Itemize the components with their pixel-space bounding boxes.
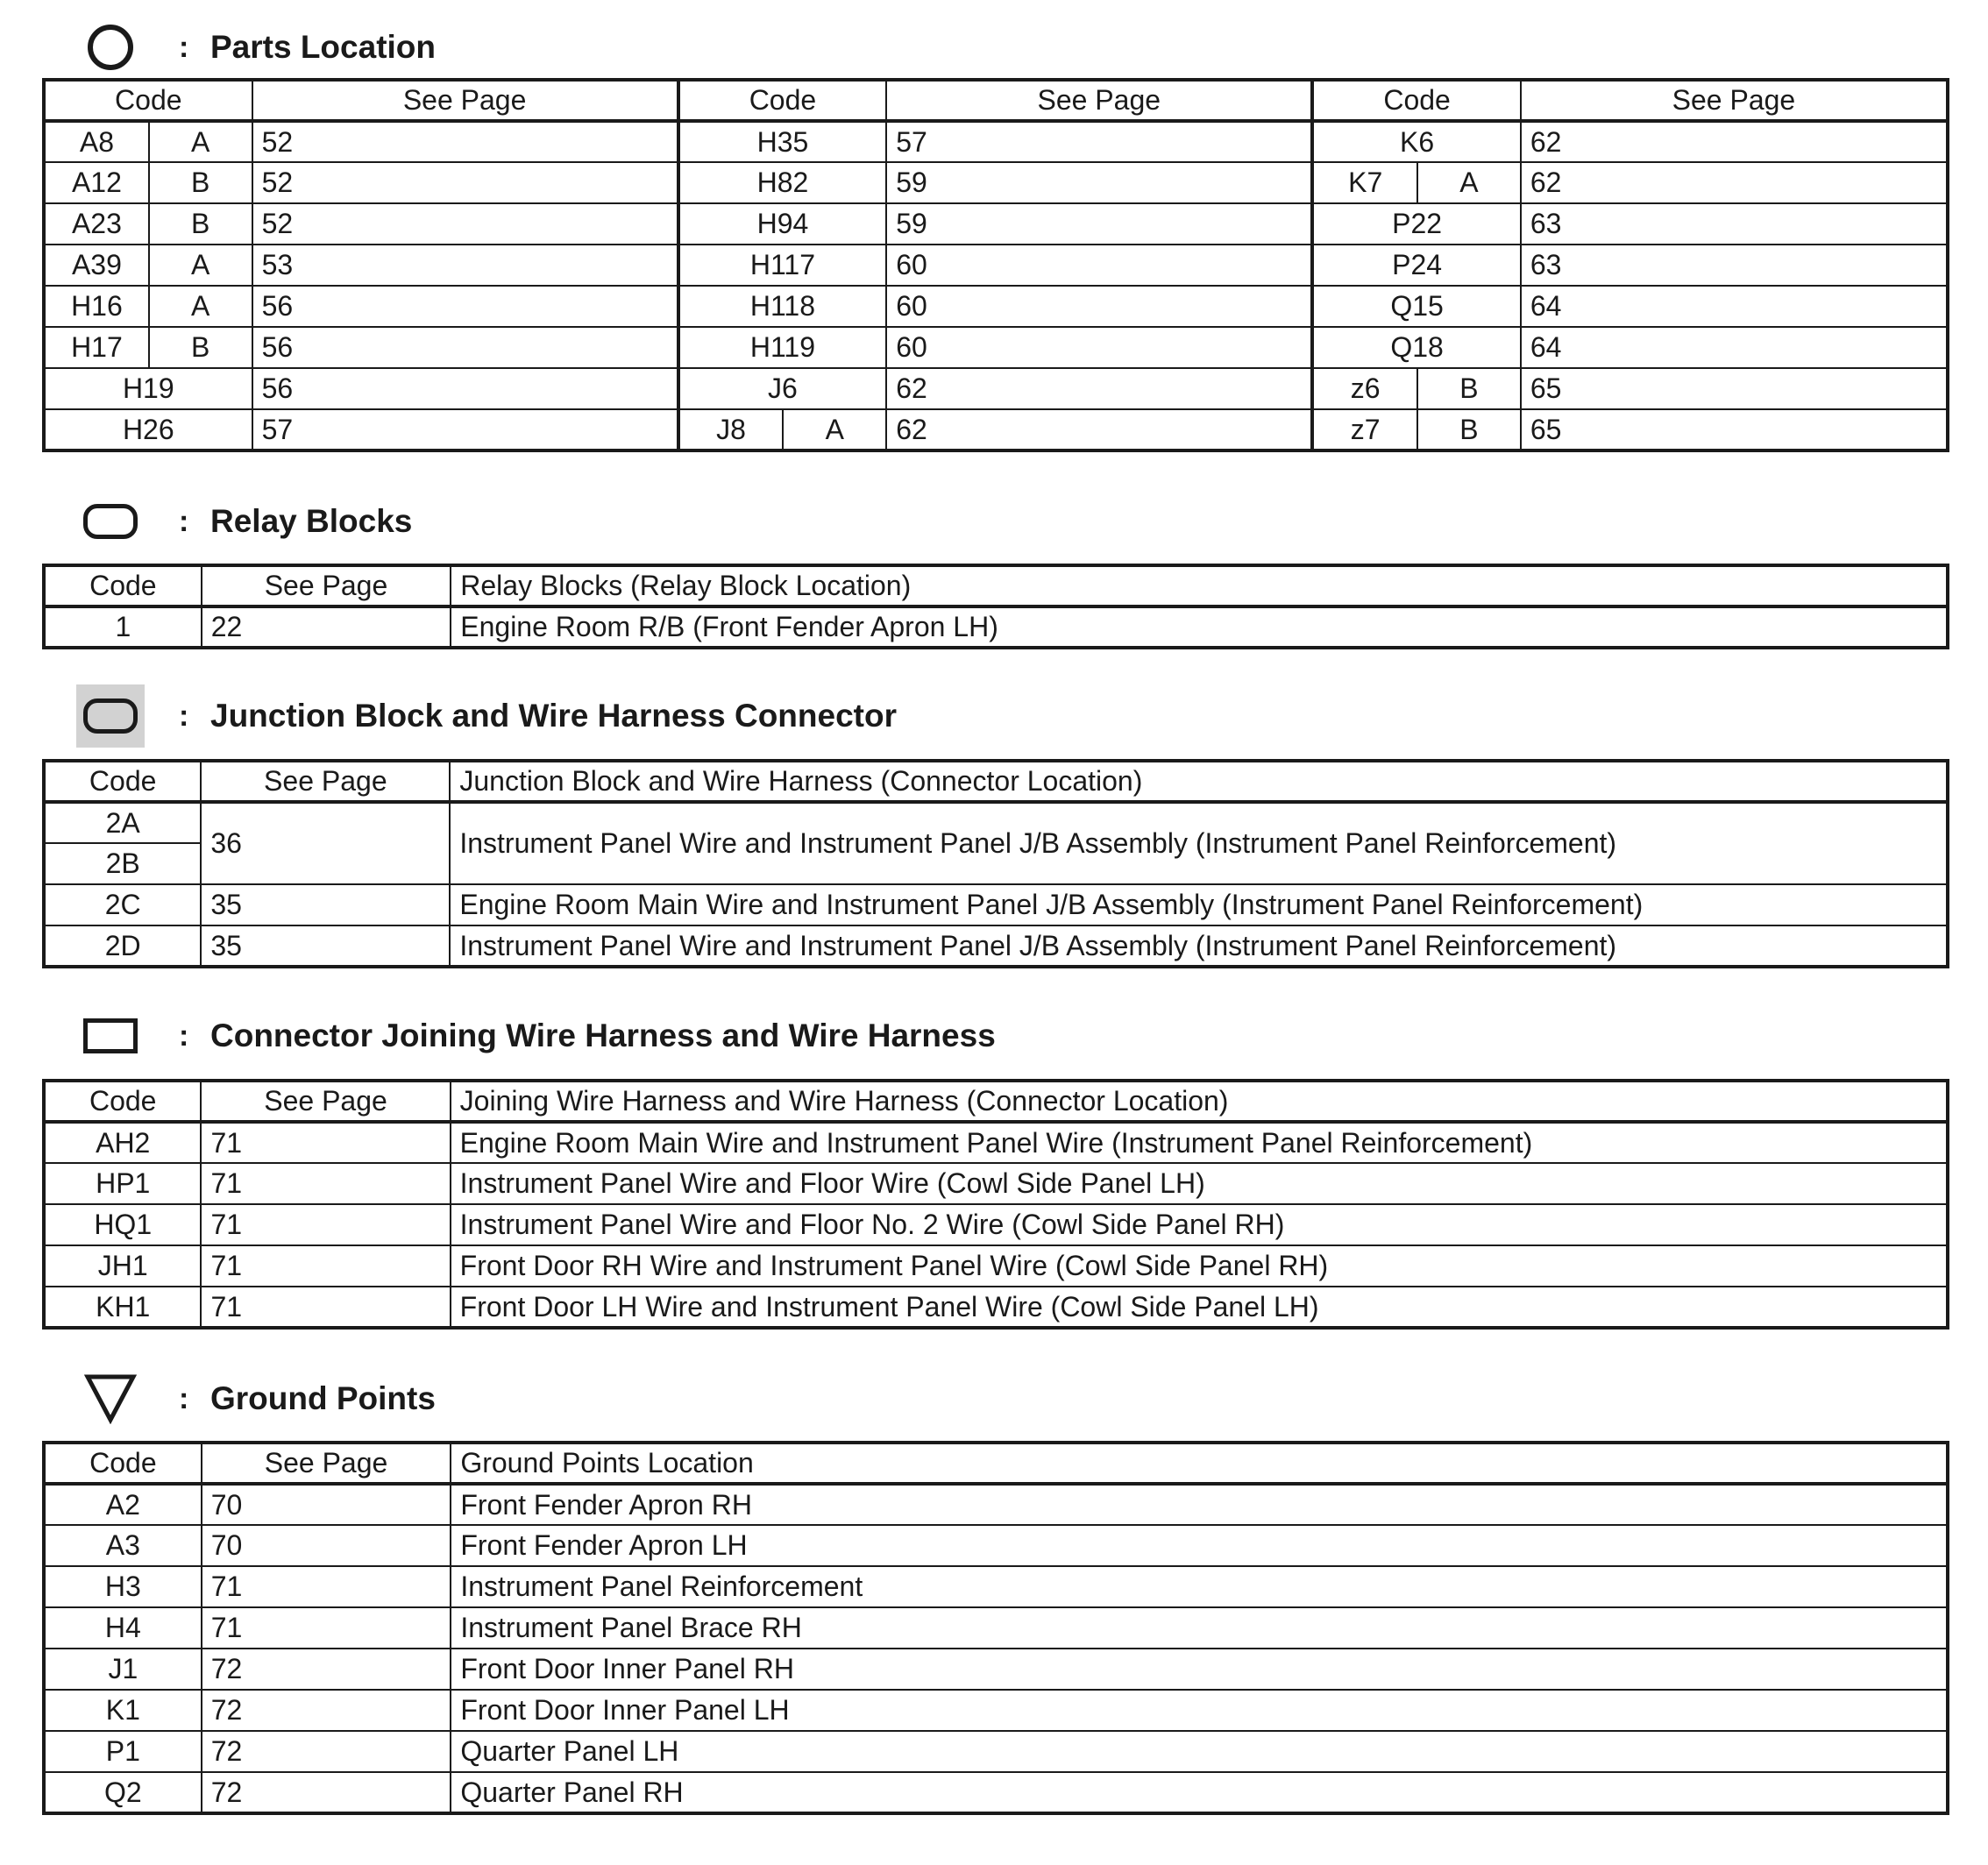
page-cell: 71 xyxy=(201,1163,450,1204)
code-cell: H117 xyxy=(678,245,887,286)
table-row xyxy=(44,606,1948,648)
table-header-row xyxy=(44,1443,1948,1484)
table-row xyxy=(44,1690,1948,1731)
description-cell: Instrument Panel Wire and Floor No. 2 Wire (Cowl Side Panel RH) xyxy=(451,1204,1948,1245)
code-header: Code xyxy=(1312,80,1521,121)
heading-colon: : xyxy=(179,1381,189,1415)
page-cell: 62 xyxy=(1521,162,1948,203)
parts-location-heading xyxy=(74,12,436,82)
table-row xyxy=(44,1649,1948,1690)
page-cell: 64 xyxy=(1521,286,1948,327)
page-cell: 57 xyxy=(886,121,1312,162)
variant-cell: A xyxy=(149,245,252,286)
page-cell: 63 xyxy=(1521,203,1948,245)
see-page-header: See Page xyxy=(201,1081,450,1122)
code-cell: K1 xyxy=(44,1690,202,1731)
description-header: Ground Points Location xyxy=(451,1443,1948,1484)
description-cell: Quarter Panel LH xyxy=(451,1731,1948,1772)
table-row xyxy=(44,368,1948,409)
code-cell: H94 xyxy=(678,203,887,245)
page-cell: 52 xyxy=(252,162,678,203)
code-cell: Q18 xyxy=(1312,327,1521,368)
page-cell: 59 xyxy=(886,203,1312,245)
code-header: Code xyxy=(678,80,887,121)
heading-colon: : xyxy=(179,504,189,538)
code-header: Code xyxy=(44,1443,202,1484)
page-cell: 70 xyxy=(202,1525,451,1566)
code-cell: H17 xyxy=(44,327,149,368)
table-row xyxy=(44,1566,1948,1607)
code-cell: A23 xyxy=(44,203,149,245)
table-row xyxy=(44,203,1948,245)
page-cell: 59 xyxy=(886,162,1312,203)
page-cell: 71 xyxy=(201,1245,450,1287)
triangle-down-icon xyxy=(74,1364,147,1434)
description-cell: Instrument Panel Wire and Floor Wire (Cowl Side Panel LH) xyxy=(451,1163,1948,1204)
table-row xyxy=(44,1731,1948,1772)
page-cell: 56 xyxy=(252,286,678,327)
page-cell: 57 xyxy=(252,409,678,450)
code-cell: Q15 xyxy=(1312,286,1521,327)
description-cell: Front Door LH Wire and Instrument Panel Wire (Cowl Side Panel LH) xyxy=(451,1287,1948,1328)
table-header-row xyxy=(44,565,1948,606)
code-cell: H35 xyxy=(678,121,887,162)
parts-location-title: Parts Location xyxy=(210,29,436,65)
variant-cell: A xyxy=(783,409,886,450)
page-cell: 60 xyxy=(886,286,1312,327)
connector-joining-title: Connector Joining Wire Harness and Wire Harness xyxy=(210,1018,996,1053)
code-cell: A2 xyxy=(44,1484,202,1525)
table-row xyxy=(44,1772,1948,1813)
page-cell: 63 xyxy=(1521,245,1948,286)
table-row xyxy=(44,409,1948,450)
table-row xyxy=(44,1245,1948,1287)
description-header: Joining Wire Harness and Wire Harness (Connector Location) xyxy=(451,1081,1948,1122)
page-cell: 65 xyxy=(1521,368,1948,409)
variant-cell: B xyxy=(1417,368,1521,409)
page-cell: 72 xyxy=(202,1649,451,1690)
see-page-header: See Page xyxy=(1521,80,1948,121)
description-cell: Front Fender Apron RH xyxy=(451,1484,1948,1525)
table-row xyxy=(44,802,1948,843)
code-cell: A12 xyxy=(44,162,149,203)
description-cell: Quarter Panel RH xyxy=(451,1772,1948,1813)
page-cell: 62 xyxy=(1521,121,1948,162)
junction-block-table xyxy=(42,759,1949,968)
code-cell: HP1 xyxy=(44,1163,201,1204)
description-cell: Engine Room Main Wire and Instrument Panel Wire (Instrument Panel Reinforcement) xyxy=(451,1122,1948,1163)
code-cell: 2C xyxy=(44,884,201,925)
see-page-header: See Page xyxy=(202,565,451,606)
code-cell: 1 xyxy=(44,606,202,648)
relay-blocks-heading xyxy=(74,486,412,557)
junction-block-heading xyxy=(74,681,897,751)
page-cell: 60 xyxy=(886,245,1312,286)
variant-cell: A xyxy=(149,121,252,162)
description-cell: Instrument Panel Wire and Instrument Panel J/B Assembly (Instrument Panel Reinforcement) xyxy=(450,802,1948,884)
code-cell: P24 xyxy=(1312,245,1521,286)
page-cell: 56 xyxy=(252,327,678,368)
page-cell: 35 xyxy=(201,884,450,925)
table-row xyxy=(44,121,1948,162)
page-cell: 71 xyxy=(202,1566,451,1607)
ground-points-heading xyxy=(74,1364,436,1434)
variant-cell: A xyxy=(149,286,252,327)
page-cell: 72 xyxy=(202,1690,451,1731)
see-page-header: See Page xyxy=(886,80,1312,121)
variant-cell: B xyxy=(149,203,252,245)
rounded-rectangle-icon xyxy=(74,486,147,557)
table-row xyxy=(44,1525,1948,1566)
rectangle-symbol-icon xyxy=(74,1001,147,1071)
table-row xyxy=(44,1122,1948,1163)
description-cell: Front Door Inner Panel LH xyxy=(451,1690,1948,1731)
variant-cell: B xyxy=(1417,409,1521,450)
table-row xyxy=(44,286,1948,327)
code-cell: A3 xyxy=(44,1525,202,1566)
code-cell: J8 xyxy=(678,409,784,450)
table-header-row xyxy=(44,80,1948,121)
page-cell: 71 xyxy=(201,1204,450,1245)
junction-block-title: Junction Block and Wire Harness Connector xyxy=(210,698,897,734)
description-cell: Front Door Inner Panel RH xyxy=(451,1649,1948,1690)
description-header: Relay Blocks (Relay Block Location) xyxy=(451,565,1948,606)
page-cell: 60 xyxy=(886,327,1312,368)
page-cell: 71 xyxy=(201,1122,450,1163)
code-cell: A8 xyxy=(44,121,149,162)
circle-symbol-icon xyxy=(74,12,147,82)
code-cell: 2B xyxy=(44,843,201,884)
relay-blocks-table xyxy=(42,564,1949,649)
code-cell: AH2 xyxy=(44,1122,201,1163)
code-cell: z6 xyxy=(1312,368,1417,409)
page-cell: 35 xyxy=(201,925,450,967)
code-cell: P22 xyxy=(1312,203,1521,245)
shaded-rounded-rectangle-icon xyxy=(74,681,147,751)
code-cell: H119 xyxy=(678,327,887,368)
connector-joining-heading xyxy=(74,1001,996,1071)
table-row xyxy=(44,925,1948,967)
code-header: Code xyxy=(44,565,202,606)
code-cell: A39 xyxy=(44,245,149,286)
code-cell: 2A xyxy=(44,802,201,843)
page-cell: 53 xyxy=(252,245,678,286)
table-row xyxy=(44,1163,1948,1204)
table-header-row xyxy=(44,1081,1948,1122)
page-cell: 72 xyxy=(202,1731,451,1772)
code-cell: HQ1 xyxy=(44,1204,201,1245)
code-cell: H118 xyxy=(678,286,887,327)
ground-points-title: Ground Points xyxy=(210,1380,436,1416)
code-cell: 2D xyxy=(44,925,201,967)
code-cell: H4 xyxy=(44,1607,202,1649)
code-cell: K7 xyxy=(1312,162,1417,203)
see-page-header: See Page xyxy=(202,1443,451,1484)
description-cell: Front Door RH Wire and Instrument Panel Wire (Cowl Side Panel RH) xyxy=(451,1245,1948,1287)
description-cell: Engine Room R/B (Front Fender Apron LH) xyxy=(451,606,1948,648)
page-cell: 62 xyxy=(886,368,1312,409)
variant-cell: A xyxy=(1417,162,1521,203)
code-cell: H3 xyxy=(44,1566,202,1607)
page-cell: 71 xyxy=(202,1607,451,1649)
page-cell: 62 xyxy=(886,409,1312,450)
table-row xyxy=(44,1287,1948,1328)
page-cell: 52 xyxy=(252,203,678,245)
table-header-row xyxy=(44,761,1948,802)
relay-blocks-title: Relay Blocks xyxy=(210,503,413,539)
code-cell: J6 xyxy=(678,368,887,409)
code-cell: K6 xyxy=(1312,121,1521,162)
page-cell: 70 xyxy=(202,1484,451,1525)
code-header: Code xyxy=(44,80,252,121)
code-cell: P1 xyxy=(44,1731,202,1772)
description-cell: Engine Room Main Wire and Instrument Panel J/B Assembly (Instrument Panel Reinforcement) xyxy=(450,884,1948,925)
description-cell: Front Fender Apron LH xyxy=(451,1525,1948,1566)
code-cell: H26 xyxy=(44,409,252,450)
page-cell: 72 xyxy=(202,1772,451,1813)
code-cell: H82 xyxy=(678,162,887,203)
page-cell: 56 xyxy=(252,368,678,409)
code-header: Code xyxy=(44,761,201,802)
page-cell: 36 xyxy=(201,802,450,884)
code-cell: KH1 xyxy=(44,1287,201,1328)
table-row xyxy=(44,1607,1948,1649)
variant-cell: B xyxy=(149,162,252,203)
code-cell: Q2 xyxy=(44,1772,202,1813)
page-cell: 71 xyxy=(201,1287,450,1328)
parts-location-table xyxy=(42,78,1949,452)
description-cell: Instrument Panel Wire and Instrument Panel J/B Assembly (Instrument Panel Reinforcement) xyxy=(450,925,1948,967)
code-header: Code xyxy=(44,1081,201,1122)
code-cell: JH1 xyxy=(44,1245,201,1287)
table-row xyxy=(44,1484,1948,1525)
page-cell: 52 xyxy=(252,121,678,162)
connector-joining-table xyxy=(42,1079,1949,1330)
table-row xyxy=(44,327,1948,368)
table-row xyxy=(44,245,1948,286)
code-cell: J1 xyxy=(44,1649,202,1690)
heading-colon: : xyxy=(179,698,189,733)
page-cell: 65 xyxy=(1521,409,1948,450)
heading-colon: : xyxy=(179,1018,189,1053)
variant-cell: B xyxy=(149,327,252,368)
description-cell: Instrument Panel Brace RH xyxy=(451,1607,1948,1649)
code-cell: H19 xyxy=(44,368,252,409)
table-row xyxy=(44,162,1948,203)
table-row xyxy=(44,1204,1948,1245)
code-cell: z7 xyxy=(1312,409,1417,450)
description-cell: Instrument Panel Reinforcement xyxy=(451,1566,1948,1607)
description-header: Junction Block and Wire Harness (Connector Location) xyxy=(450,761,1948,802)
ground-points-table xyxy=(42,1441,1949,1815)
table-row xyxy=(44,884,1948,925)
see-page-header: See Page xyxy=(252,80,678,121)
see-page-header: See Page xyxy=(201,761,450,802)
heading-colon: : xyxy=(179,30,189,64)
code-cell: H16 xyxy=(44,286,149,327)
page-cell: 22 xyxy=(202,606,451,648)
page-cell: 64 xyxy=(1521,327,1948,368)
